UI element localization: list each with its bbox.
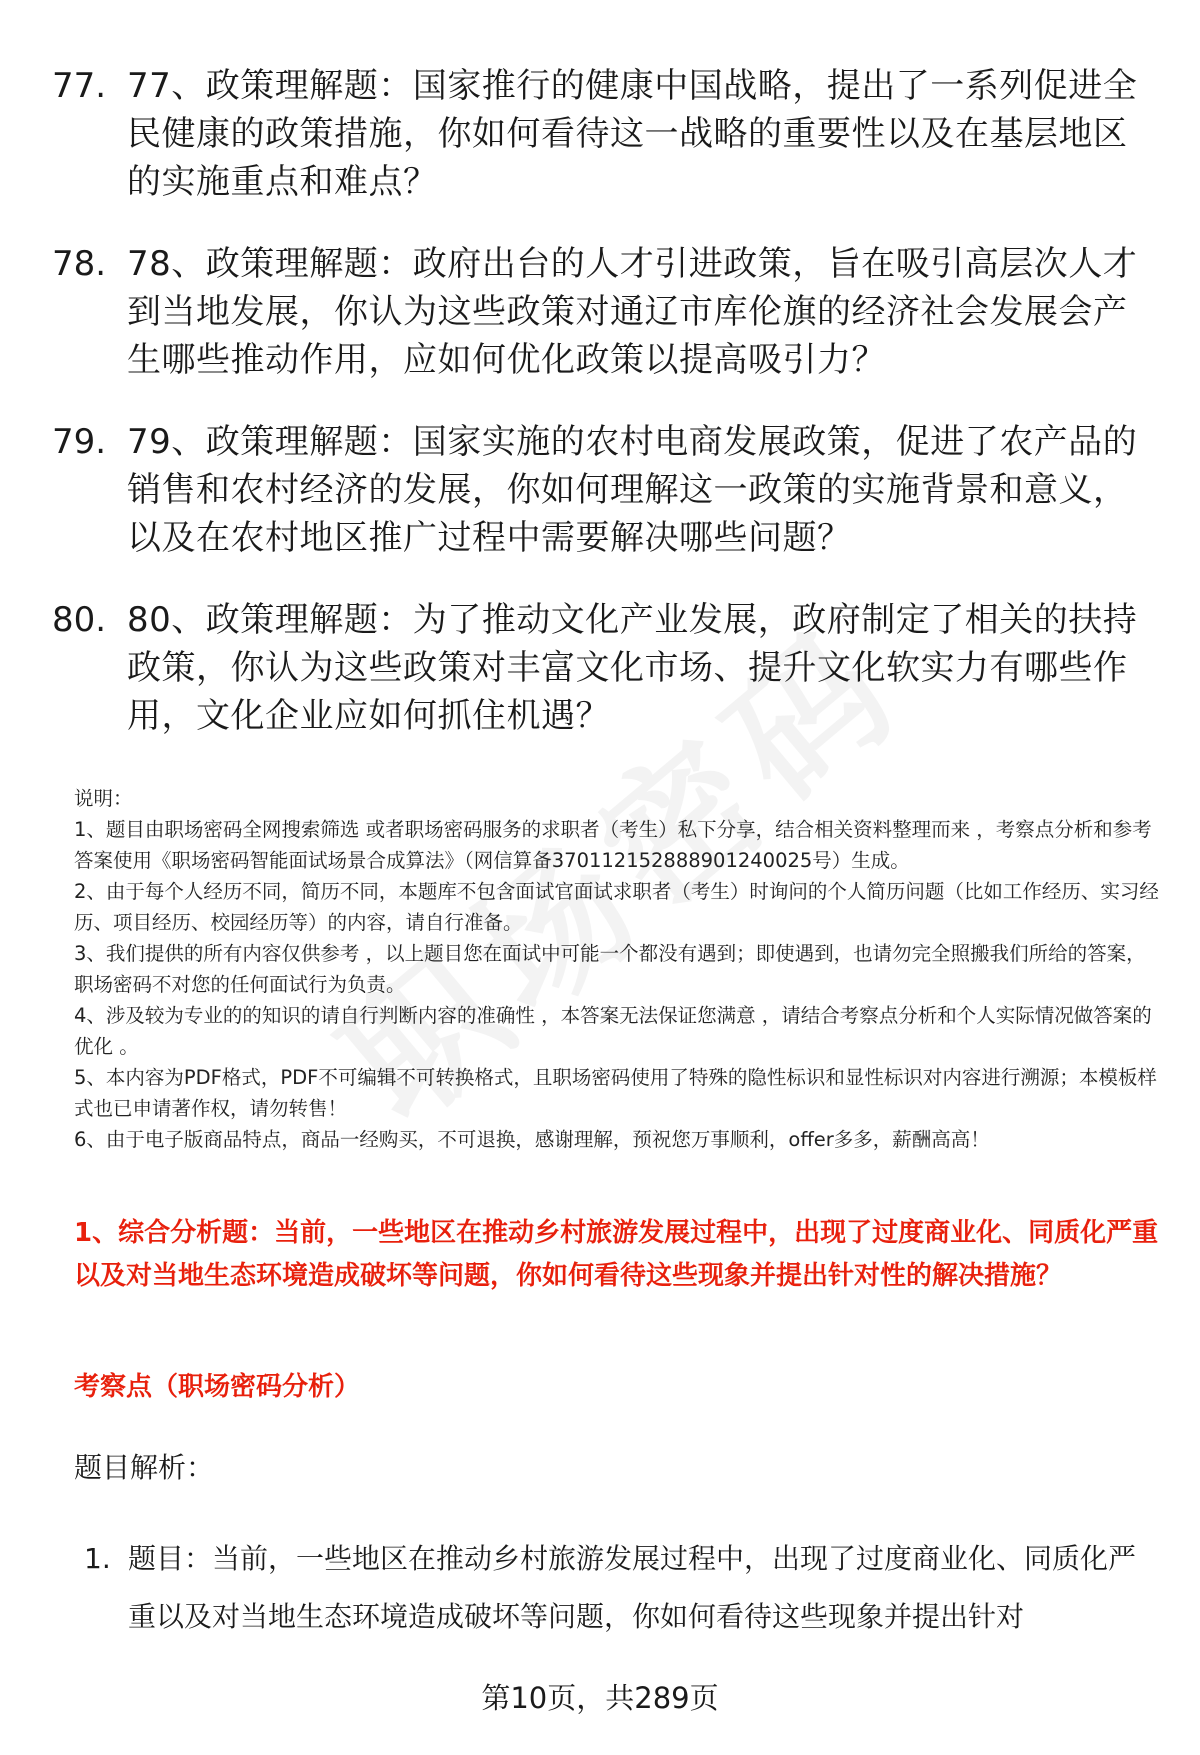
analysis-item-text: 题目：当前，一些地区在推动乡村旅游发展过程中，出现了过度商业化、同质化严重以及对当地生态环境造成破坏等问题，你如何看待这些现象并提出针对 [128, 1542, 1137, 1633]
notes-block [74, 783, 1160, 1155]
question-item [52, 596, 1152, 740]
notes-heading: 说明： [74, 787, 133, 810]
note-item: 1、题目由职场密码全网搜索筛选 或者职场密码服务的求职者（考生）私下分享，结合相关资料整理而来 ，考察点分析和参考答案使用《职场密码智能面试场景合成算法》（网信算备370112152888901240025号）生成。 [74, 818, 1152, 872]
analysis-label: 题目解析： [74, 1451, 215, 1484]
question-item [52, 240, 1152, 384]
section-question-title: 1、综合分析题：当前，一些地区在推动乡村旅游发展过程中，出现了过度商业化、同质化严重以及对当地生态环境造成破坏等问题，你如何看待这些现象并提出针对性的解决措施？ [74, 1218, 1159, 1291]
question-number: 78. [52, 244, 107, 284]
note-item: 4、涉及较为专业的的知识的请自行判断内容的准确性 ，本答案无法保证您满意 ，请结合考察点分析和个人实际情况做答案的优化 。 [74, 1004, 1152, 1058]
question-number: 80. [52, 600, 107, 640]
question-item [52, 62, 1152, 206]
question-list [52, 62, 1152, 774]
analysis-item [84, 1530, 1164, 1646]
section-subtitle: 考察点（职场密码分析） [74, 1372, 361, 1402]
question-number: 79. [52, 422, 107, 462]
question-text: 78、政策理解题：政府出台的人才引进政策，旨在吸引高层次人才到当地发展，你认为这些政策对通辽市库伦旗的经济社会发展会产生哪些推动作用，应如何优化政策以提高吸引力？ [127, 244, 1138, 380]
analysis-item-number: 1. [84, 1542, 111, 1575]
question-number: 77. [52, 66, 107, 106]
note-item: 3、我们提供的所有内容仅供参考 ，以上题目您在面试中可能一个都没有遇到；即使遇到，也请勿完全照搬我们所给的答案，职场密码不对您的任何面试行为负责。 [74, 942, 1146, 996]
note-item: 6、由于电子版商品特点，商品一经购买，不可退换，感谢理解，预祝您万事顺利，offer多多，薪酬高高！ [74, 1128, 990, 1151]
note-item: 2、由于每个人经历不同，简历不同，本题库不包含面试官面试求职者（考生）时询问的个人简历问题（比如工作经历、实习经历、项目经历、校园经历等）的内容，请自行准备。 [74, 880, 1159, 934]
page-footer: 第10页，共289页 [481, 1681, 719, 1715]
note-item: 5、本内容为PDF格式，PDF不可编辑不可转换格式，且职场密码使用了特殊的隐性标识和显性标识对内容进行溯源；本模板样式也已申请著作权，请勿转售！ [74, 1066, 1157, 1120]
question-text: 79、政策理解题：国家实施的农村电商发展政策，促进了农产品的销售和农村经济的发展，你如何理解这一政策的实施背景和意义，以及在农村地区推广过程中需要解决哪些问题？ [127, 422, 1138, 558]
question-text: 80、政策理解题：为了推动文化产业发展，政府制定了相关的扶持政策，你认为这些政策对丰富文化市场、提升文化软实力有哪些作用，文化企业应如何抓住机遇？ [127, 600, 1138, 736]
question-item [52, 418, 1152, 562]
question-text: 77、政策理解题：国家推行的健康中国战略，提出了一系列促进全民健康的政策措施，你如何看待这一战略的重要性以及在基层地区的实施重点和难点？ [127, 66, 1138, 202]
